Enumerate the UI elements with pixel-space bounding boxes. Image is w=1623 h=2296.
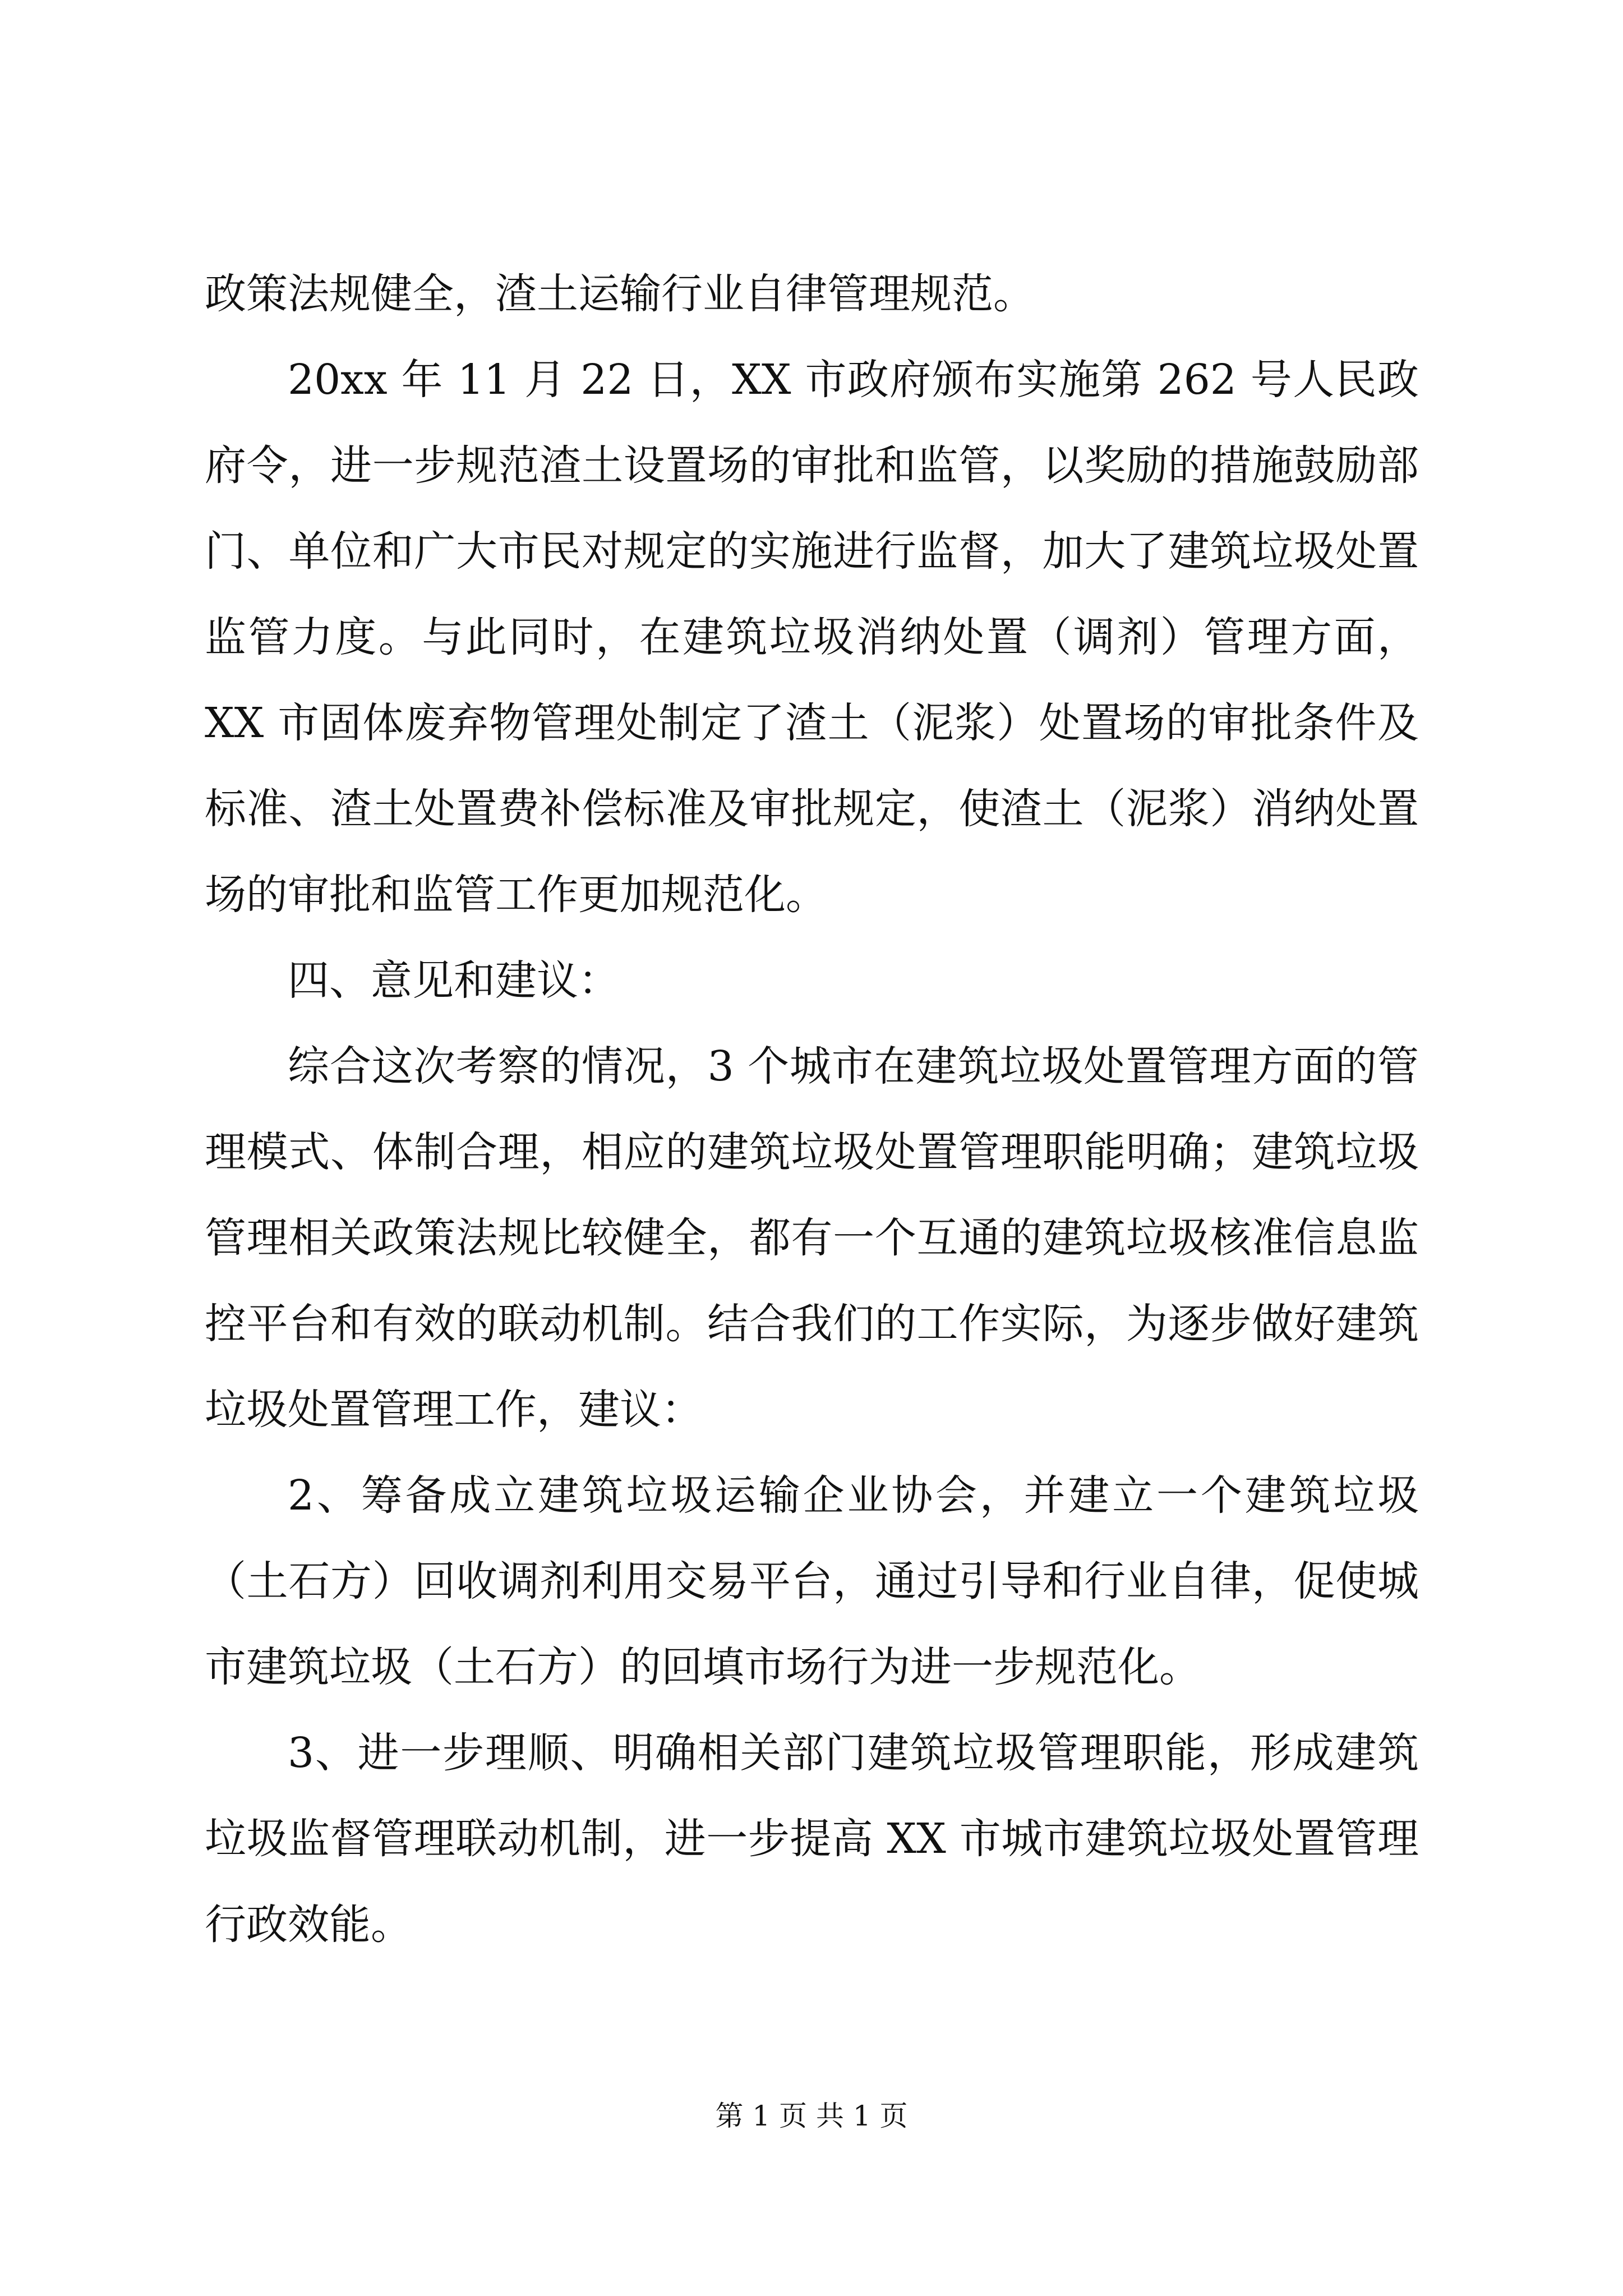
section-heading: 四、意见和建议： [288,956,620,1005]
paragraph-4: 2、筹备成立建筑垃圾运输企业协会，并建立一个建筑垃圾（土石方）回收调剂利用交易平台，通过引导和行业自律，促使城市建筑垃圾（土石方）的回填市场行为进一步规范化。 [205,1471,1419,1691]
document-body [205,251,1419,1968]
paragraph-3: 综合这次考察的情况，3 个城市在建筑垃圾处置管理方面的管理模式、体制合理，相应的建筑垃圾处置管理职能明确；建筑垃圾管理相关政策法规比较健全，都有一个互通的建筑垃圾核准信息监控平台和有效的联动机制。结合我们的工作实际，为逐步做好建筑垃圾处置管理工作，建议： [205,1042,1419,1434]
paragraph-1: 政策法规健全，渣土运输行业自律管理规范。 [205,270,1035,318]
paragraph-2: 20xx 年 11 月 22 日，XX 市政府颁布实施第 262 号人民政府令，进一步规范渣土设置场的审批和监管，以奖励的措施鼓励部门、单位和广大市民对规定的实施进行监督，加大了建筑垃圾处置监管力度。与此同时，在建筑垃圾消纳处置（调剂）管理方面，XX 市固体废弃物管理处制定了渣土（泥浆）处置场的审批条件及标准、渣土处置费补偿标准及审批规定，使渣土（泥浆）消纳处置场的审批和监管工作更加规范化。 [205,356,1419,919]
paragraph-5: 3、进一步理顺、明确相关部门建筑垃圾管理职能，形成建筑垃圾监督管理联动机制，进一步提高 XX 市城市建筑垃圾处置管理行政效能。 [205,1729,1419,1949]
page-footer: 第 1 页 共 1 页 [715,2100,908,2132]
